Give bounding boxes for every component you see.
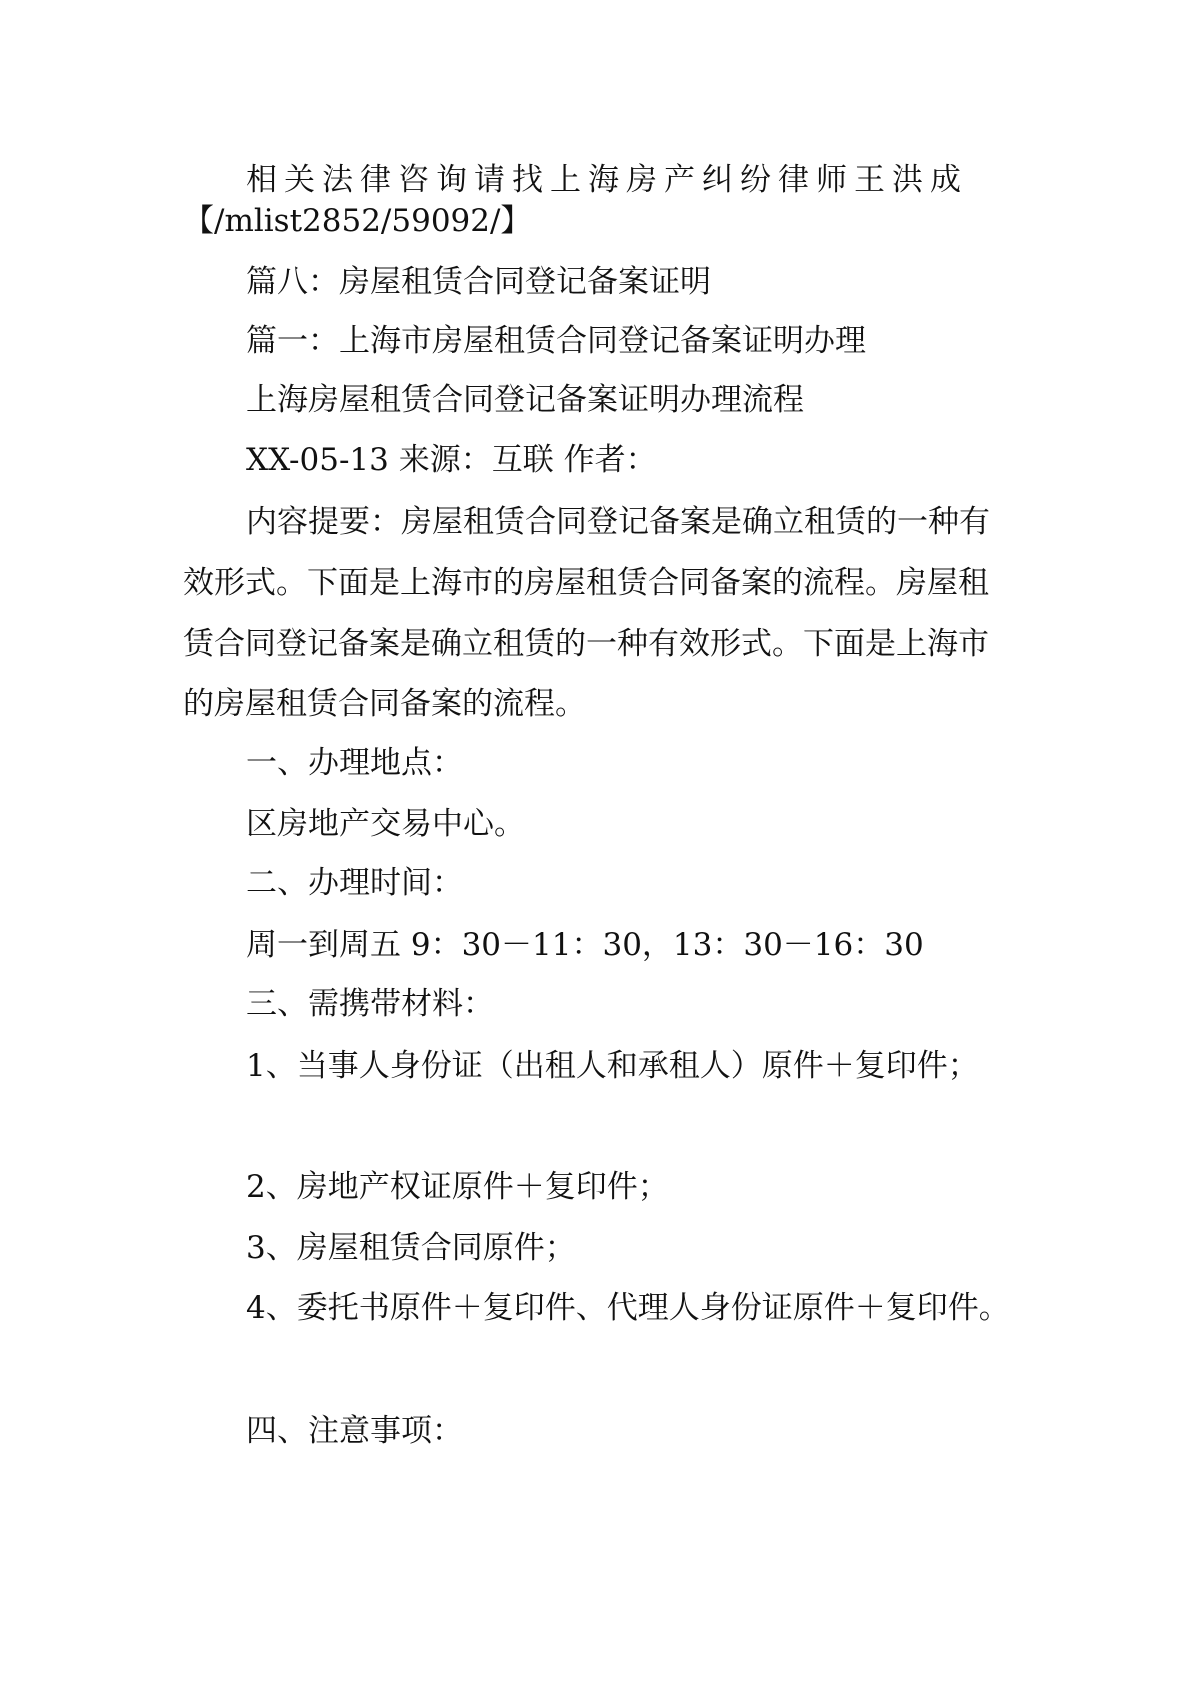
- place-value: 区房地产交易中心。: [246, 806, 525, 842]
- material-item-2: 2、房地产权证原件＋复印件；: [246, 1169, 669, 1205]
- article-title: 上海房屋租赁合同登记备案证明办理流程: [246, 382, 804, 418]
- meta-line: XX-05-13 来源：互联 作者：: [246, 442, 657, 478]
- place-heading: 一、办理地点：: [246, 745, 463, 781]
- time-value: 周一到周五 9：30－11：30，13：30－16：30: [246, 927, 924, 963]
- summary-line-1: 内容提要：房屋租赁合同登记备案是确立租赁的一种有: [246, 504, 990, 540]
- material-item-1: 1、当事人身份证（出租人和承租人）原件＋复印件；: [246, 1048, 979, 1084]
- material-item-3: 3、房屋租赁合同原件；: [246, 1230, 576, 1266]
- summary-line-4: 的房屋租赁合同备案的流程。: [183, 686, 586, 722]
- section-title: 篇八：房屋租赁合同登记备案证明: [246, 264, 711, 300]
- notes-heading: 四、注意事项：: [246, 1413, 463, 1449]
- intro-line-1: 相关法律咨询请找上海房产纠纷律师王洪成: [246, 162, 968, 198]
- summary-line-3: 赁合同登记备案是确立租赁的一种有效形式。下面是上海市: [183, 626, 989, 662]
- materials-heading: 三、需携带材料：: [246, 986, 494, 1022]
- time-heading: 二、办理时间：: [246, 865, 463, 901]
- subsection-title: 篇一：上海市房屋租赁合同登记备案证明办理: [246, 323, 866, 359]
- summary-line-2: 效形式。下面是上海市的房屋租赁合同备案的流程。房屋租: [183, 565, 989, 601]
- intro-line-2: 【/mlist2852/59092/】: [183, 203, 532, 239]
- material-item-4: 4、委托书原件＋复印件、代理人身份证原件＋复印件。: [246, 1290, 1010, 1326]
